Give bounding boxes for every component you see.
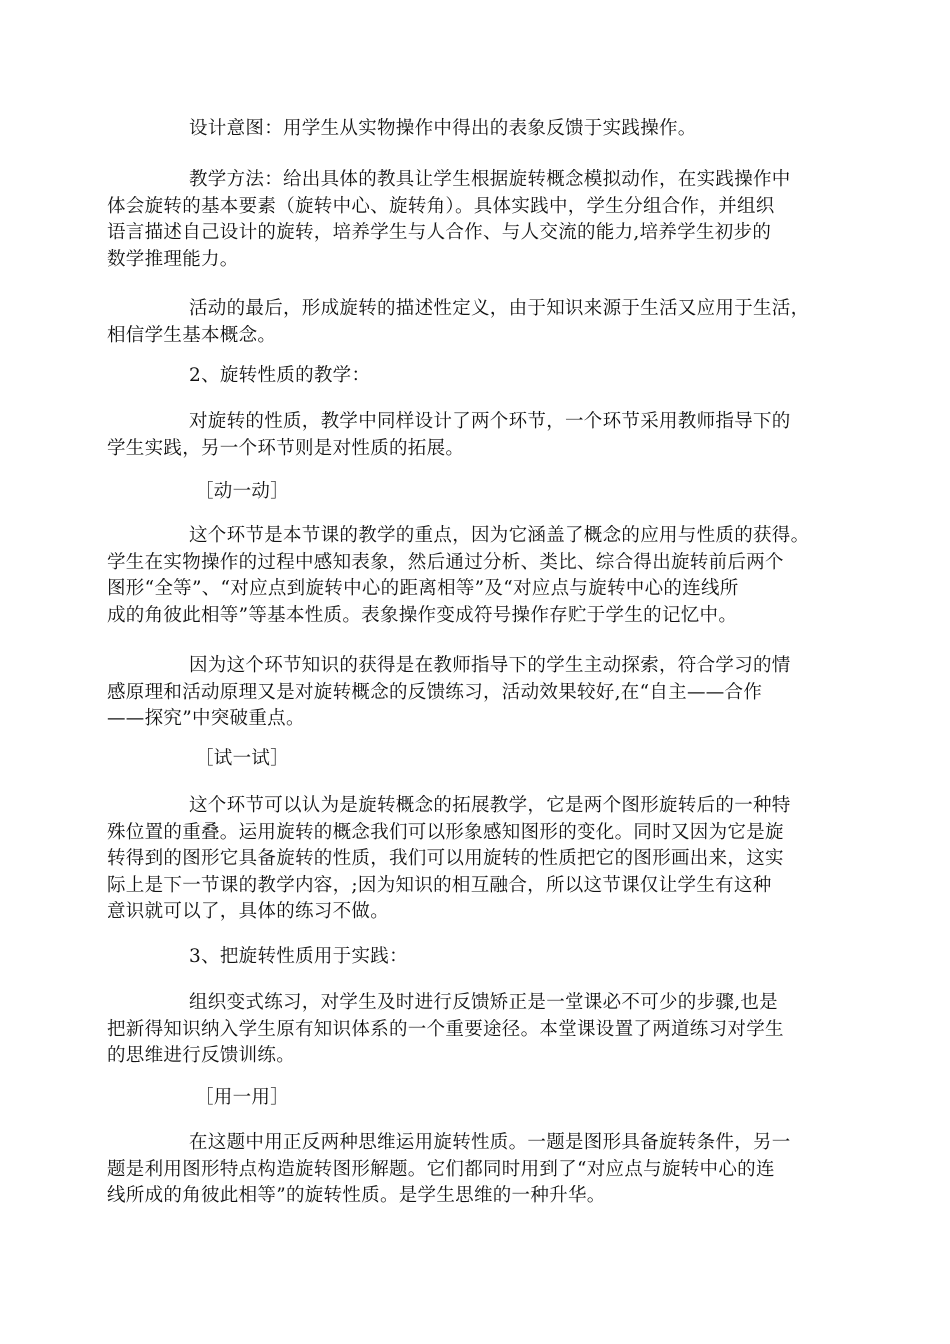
text-line: 际上是下一节课的教学内容，;因为知识的相互融合，所以这节课仅让学生有这种: [107, 874, 772, 896]
bracket-heading-use: [107, 1085, 867, 1112]
text-line: 因为这个环节知识的获得是在教师指导下的学生主动探索，符合学习的情: [189, 655, 791, 676]
paragraph-activity-end: [107, 296, 867, 349]
paragraph-variant-practice: [107, 990, 867, 1070]
text-line: ［试一试］: [195, 748, 290, 769]
text-line: ［用一用］: [195, 1087, 290, 1108]
text-line: 成的角彼此相等”等基本性质。表象操作变成符号操作存贮于学生的记忆中。: [107, 604, 738, 626]
text-line: 的思维进行反馈训练。: [107, 1045, 296, 1066]
bracket-heading-try: [107, 746, 867, 773]
text-line: 学生实践，另一个环节则是对性质的拓展。: [107, 437, 465, 459]
text-line: ［动一动］: [195, 481, 290, 502]
paragraph-design-intent: [107, 116, 867, 143]
text-line: 数学推理能力。: [107, 248, 239, 270]
text-line: ——探究”中突破重点。: [107, 708, 305, 729]
bracket-heading-move: [107, 479, 867, 506]
text-line: 对旋转的性质，教学中同样设计了两个环节，一个环节采用教师指导下的: [189, 411, 791, 432]
paragraph-extension: [107, 793, 867, 926]
paragraph-key-point: [107, 523, 867, 629]
paragraph-teaching-method: [107, 167, 867, 273]
text-line: 感原理和活动原理又是对旋转概念的反馈练习，活动效果较好,在“自主——合作: [107, 681, 763, 703]
paragraph-application: [107, 1130, 867, 1210]
text-line: 题是利用图形特点构造旋转图形解题。它们都同时用到了“对应点与旋转中心的连: [107, 1158, 775, 1180]
section-heading-3: [107, 944, 867, 971]
text-line: 学生在实物操作的过程中感知表象，然后通过分析、类比、综合得出旋转前后两个: [107, 551, 784, 573]
text-line: 图形“全等”、“对应点到旋转中心的距离相等”及“对应点与旋转中心的连线所: [107, 578, 739, 599]
paragraph-rotation-properties: [107, 409, 867, 462]
text-line: 线所成的角彼此相等”的旋转性质。是学生思维的一种升华。: [107, 1185, 606, 1206]
text-line: 设计意图：用学生从实物操作中得出的表象反馈于实践操作。: [189, 118, 697, 139]
text-line: 把新得知识纳入学生原有知识体系的一个重要途径。本堂课设置了两道练习对学生: [107, 1018, 784, 1040]
text-line: 教学方法：给出具体的教具让学生根据旋转概念模拟动作，在实践操作中: [189, 169, 791, 190]
text-line: 3、把旋转性质用于实践：: [189, 946, 408, 967]
text-line: 在这题中用正反两种思维运用旋转性质。一题是图形具备旋转条件，另一: [189, 1132, 791, 1153]
text-line: 语言描述自己设计的旋转，培养学生与人合作、与人交流的能力,培养学生初步的: [107, 222, 772, 243]
text-line: 转得到的图形它具备旋转的性质，我们可以用旋转的性质把它的图形画出来，这实: [107, 848, 784, 869]
section-heading-2: [107, 363, 867, 390]
text-line: 活动的最后，形成旋转的描述性定义，由于知识来源于生活又应用于生活，: [189, 298, 810, 319]
text-line: 意识就可以了，具体的练习不做。: [107, 901, 390, 922]
text-line: 这个环节是本节课的教学的重点，因为它涵盖了概念的应用与性质的获得。: [189, 525, 810, 546]
text-line: 组织变式练习，对学生及时进行反馈矫正是一堂课必不可少的步骤,也是: [189, 992, 778, 1013]
text-line: 2、旋转性质的教学：: [189, 365, 371, 386]
paragraph-active-exploration: [107, 653, 867, 733]
text-line: 相信学生基本概念。: [107, 324, 277, 346]
text-line: 殊位置的重叠。运用旋转的概念我们可以形象感知图形的变化。同时又因为它是旋: [107, 821, 784, 843]
text-line: 体会旋转的基本要素（旋转中心、旋转角）。具体实践中，学生分组合作，并组织: [107, 195, 775, 217]
text-line: 这个环节可以认为是旋转概念的拓展教学，它是两个图形旋转后的一种特: [189, 795, 791, 816]
